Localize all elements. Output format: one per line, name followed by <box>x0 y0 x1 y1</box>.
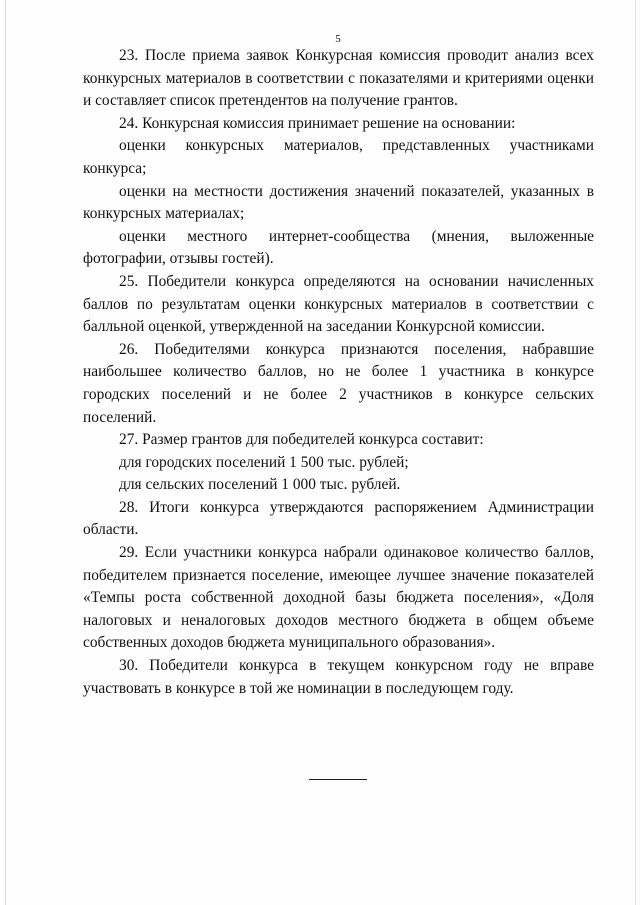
paragraph-24: 24. Конкурсная комиссия принимает решение на основании: <box>119 114 516 132</box>
paragraph-24-item-1: оценки конкурсных материалов, представленных участниками конкурса; <box>83 137 594 177</box>
paragraph-26: 26. Победителями конкурса признаются поселения, набравшие наибольшее количество баллов, но не более 1 участника в конкурсе городских поселений и не более 2 участников в конкурсе сельских поселений. <box>83 340 594 426</box>
paragraph-23: 23. После приема заявок Конкурсная комиссия проводит анализ всех конкурсных материалов в соответствии с показателями и критериями оценки и составляет список претендентов на получение грантов. <box>83 47 594 110</box>
paragraph-24-item-2: оценки на местности достижения значений показателей, указанных в конкурсных материалах; <box>83 182 594 223</box>
end-of-document-line <box>309 779 367 780</box>
scan-edge-right <box>635 0 636 905</box>
paragraph-25: 25. Победители конкурса определяются на основании начисленных баллов по результатам оценки конкурсных материалов в соответствии с балльной оценкой, утвержденной на заседании Конкурсной комиссии. <box>83 272 594 336</box>
scan-edge-left <box>5 0 6 905</box>
paragraph-30: 30. Победители конкурса в текущем конкурсном году не вправе участвовать в конкурсе в той же номинации в последующем году. <box>83 657 594 697</box>
paragraph-27-item-2: для сельских поселений 1 000 тыс. рублей. <box>119 476 401 494</box>
document-body <box>83 45 594 700</box>
paragraph-28: 28. Итоги конкурса утверждаются распоряжением Администрации области. <box>83 498 594 539</box>
paragraph-27: 27. Размер грантов для победителей конкурса составит: <box>119 431 484 449</box>
paragraph-27-item-1: для городских поселений 1 500 тыс. рублей; <box>119 453 409 471</box>
paragraph-29: 29. Если участники конкурса набрали одинаковое количество баллов, победителем признается поселение, имеющее лучшее значение показателей «Темпы роста собственной доходной базы бюджета поселения», «Доля налоговых и неналоговых доходов местного бюджета в общем объеме собственных доходов бюджета муниципального образования». <box>83 544 594 652</box>
page-number: 5 <box>335 33 341 45</box>
paragraph-24-item-3: оценки местного интернет-сообщества (мнения, выложенные фотографии, отзывы гостей). <box>83 227 594 268</box>
